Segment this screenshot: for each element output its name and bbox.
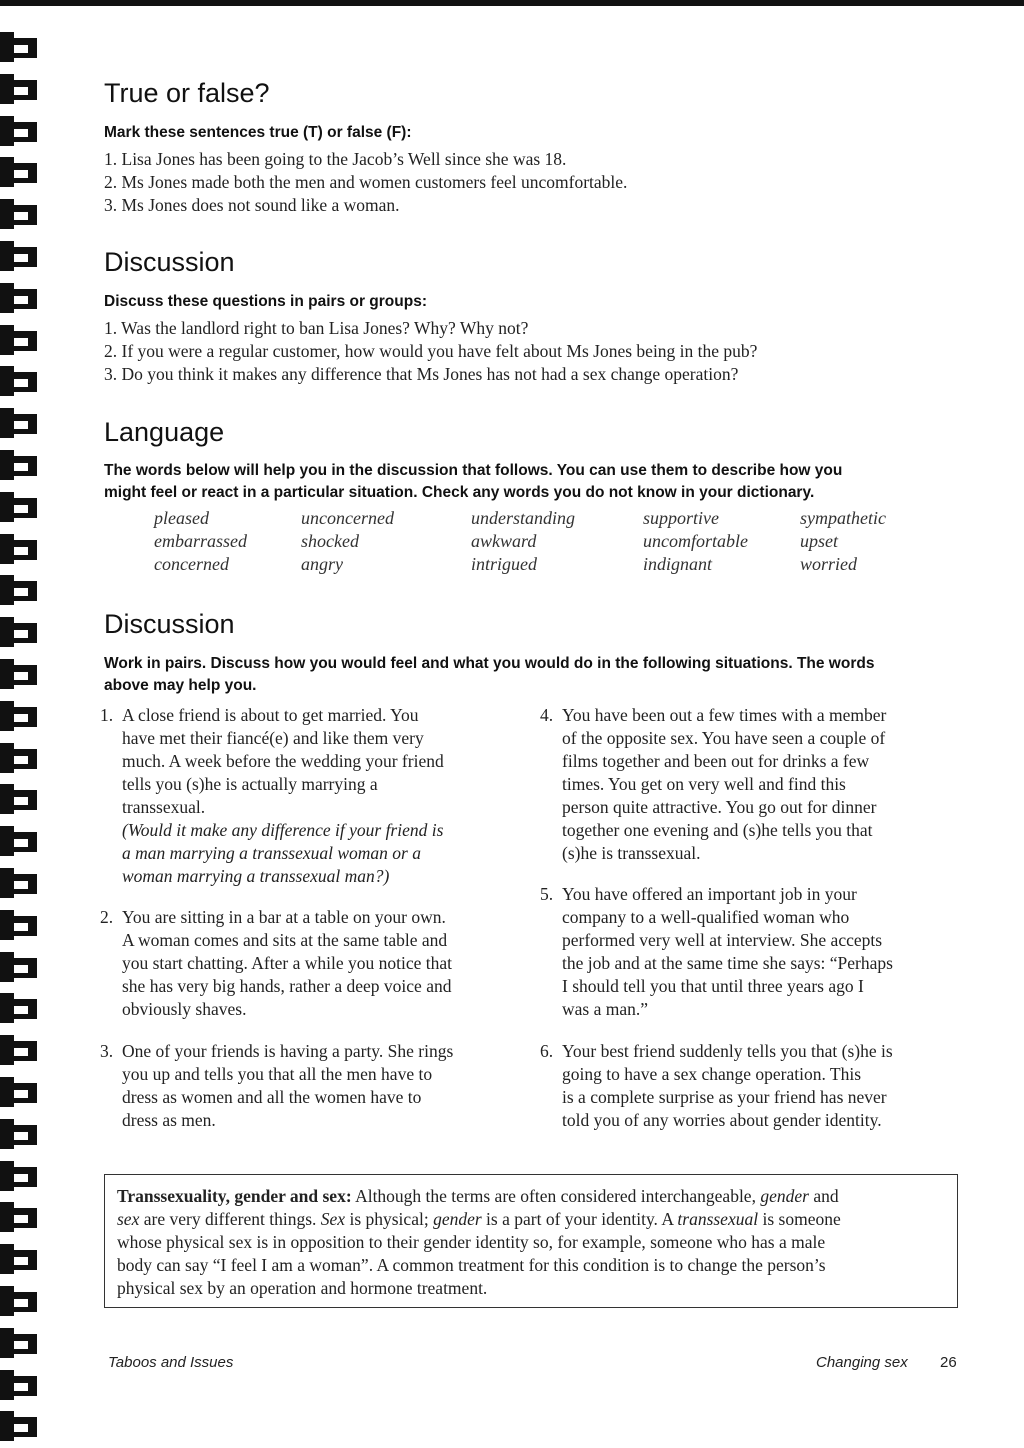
text-line: You have offered an important job in your: [562, 884, 857, 904]
text-line: obviously shaves.: [122, 999, 247, 1019]
true-false-list: [104, 148, 627, 217]
info-box-line: body can say “I feel I am a woman”. A common treatment for this condition is to change the person’s: [117, 1255, 826, 1275]
text-line: films together and been out for drinks a few: [562, 751, 870, 771]
binding-ring: [0, 701, 38, 731]
info-box-line: physical sex by an operation and hormone treatment.: [117, 1278, 488, 1298]
binding-ring: [0, 1244, 38, 1274]
info-box-title: Transsexuality, gender and sex:: [117, 1186, 352, 1206]
binding-ring: [0, 366, 38, 396]
list-item: 2. Ms Jones made both the men and women customers feel uncomfortable.: [104, 172, 628, 192]
situation-5: [540, 883, 960, 1021]
situation-text: [562, 704, 960, 865]
situation-text: [562, 883, 960, 1021]
situation-number: 2.: [100, 907, 114, 927]
true-false-instruction: Mark these sentences true (T) or false (F):: [104, 124, 412, 141]
text-span: and: [808, 1186, 839, 1206]
language-instruction-line-2: might feel or react in a particular situation. Check any words you do not know in your dictionary.: [104, 484, 815, 501]
binding-ring: [0, 1202, 38, 1232]
info-box-line: whose physical sex is in opposition to their gender identity so, for example, someone who has a male: [117, 1232, 826, 1252]
note-line: (Would it make any difference if your friend is: [122, 820, 444, 840]
situation-number: 5.: [540, 884, 554, 904]
binding-ring: [0, 1077, 38, 1107]
binding-ring: [0, 910, 38, 940]
vocabulary-word: awkward: [471, 531, 537, 551]
situation-number: 3.: [100, 1041, 114, 1061]
situation-number: 6.: [540, 1041, 554, 1061]
text-span: is a part of your identity. A: [481, 1209, 678, 1229]
binding-ring: [0, 1119, 38, 1149]
text-line: person quite attractive. You go out for dinner: [562, 797, 877, 817]
binding-ring: [0, 659, 38, 689]
vocabulary-word: understanding: [471, 508, 576, 528]
text-span: Although the terms are often considered interchangeable,: [351, 1186, 761, 1206]
situation-1: [100, 704, 520, 888]
discussion-questions: [104, 317, 757, 386]
vocabulary-word: supportive: [643, 508, 719, 528]
binding-ring: [0, 743, 38, 773]
situation-text: [122, 906, 520, 1021]
note-line: a man marrying a transsexual woman or a: [122, 843, 421, 863]
discussion-situations-heading: Discussion: [104, 609, 235, 639]
text-line: transsexual.: [122, 797, 206, 817]
language-instruction-line-1: The words below will help you in the discussion that follows. You can use them to describe how you: [104, 462, 843, 479]
list-item: 3. Do you think it makes any difference that Ms Jones has not had a sex change operation?: [104, 364, 739, 384]
binding-ring: [0, 1328, 38, 1358]
text-line: A close friend is about to get married. You: [122, 705, 419, 725]
text-line: she has very big hands, rather a deep voice and: [122, 976, 452, 996]
binding-ring: [0, 534, 38, 564]
vocabulary-word: upset: [800, 531, 838, 551]
list-item: 2. If you were a regular customer, how would you have felt about Ms Jones being in the pub?: [104, 341, 758, 361]
text-span: gender: [433, 1209, 482, 1229]
worksheet-page: [100, 0, 960, 1448]
binding-ring: [0, 157, 38, 187]
text-line: much. A week before the wedding your friend: [122, 751, 444, 771]
text-span: are very different things.: [139, 1209, 321, 1229]
binding-ring: [0, 1370, 38, 1400]
vocabulary-row: [154, 553, 934, 576]
text-line: performed very well at interview. She accepts: [562, 930, 883, 950]
text-span: is someone: [758, 1209, 841, 1229]
note-line: woman marrying a transsexual man?): [122, 866, 390, 886]
situation-number: 1.: [100, 705, 114, 725]
text-span: gender: [760, 1186, 809, 1206]
text-line: Your best friend suddenly tells you that (s)he is: [562, 1041, 893, 1061]
binding-ring: [0, 575, 38, 605]
text-line: the job and at the same time she says: “Perhaps: [562, 953, 893, 973]
binding-ring: [0, 116, 38, 146]
situation-text: [562, 1040, 960, 1132]
true-false-heading: True or false?: [104, 78, 270, 108]
situation-3: [100, 1040, 520, 1132]
discussion-instruction: Discuss these questions in pairs or groups:: [104, 293, 427, 310]
binding-ring: [0, 492, 38, 522]
situation-text: [122, 704, 520, 888]
text-line: of the opposite sex. You have seen a couple of: [562, 728, 886, 748]
binding-ring: [0, 826, 38, 856]
vocabulary-word: angry: [301, 554, 343, 574]
binding-ring: [0, 1411, 38, 1441]
binding-ring: [0, 241, 38, 271]
vocabulary-word: pleased: [154, 508, 209, 528]
text-span: sex: [117, 1209, 140, 1229]
text-line: together one evening and (s)he tells you that: [562, 820, 873, 840]
vocabulary-row: [154, 507, 934, 530]
vocabulary-word: unconcerned: [301, 508, 394, 528]
vocabulary-grid: [154, 507, 934, 576]
situations-instruction-line-1: Work in pairs. Discuss how you would feel and what you would do in the following situations. The words: [104, 655, 875, 672]
binding-ring: [0, 199, 38, 229]
list-item: 1. Lisa Jones has been going to the Jacob’s Well since she was 18.: [104, 149, 567, 169]
situation-number: 4.: [540, 705, 554, 725]
vocabulary-word: concerned: [154, 554, 229, 574]
text-line: You have been out a few times with a member: [562, 705, 887, 725]
binding-ring: [0, 1286, 38, 1316]
text-line: tells you (s)he is actually marrying a: [122, 774, 378, 794]
info-box-line: [117, 1208, 945, 1231]
binding-ring: [0, 617, 38, 647]
text-span: transsexual: [677, 1209, 759, 1229]
vocabulary-word: shocked: [301, 531, 359, 551]
binding-ring: [0, 450, 38, 480]
list-item: 3. Ms Jones does not sound like a woman.: [104, 195, 400, 215]
vocabulary-word: indignant: [643, 554, 713, 574]
text-line: you start chatting. After a while you notice that: [122, 953, 452, 973]
situations-instruction-line-2: above may help you.: [104, 677, 257, 694]
binding-ring: [0, 32, 38, 62]
info-box: [104, 1174, 958, 1308]
text-line: you up and tells you that all the men have to: [122, 1064, 433, 1084]
binding-ring: [0, 74, 38, 104]
binding-ring: [0, 1161, 38, 1191]
binding-ring: [0, 993, 38, 1023]
text-line: You are sitting in a bar at a table on your own.: [122, 907, 446, 927]
situation-2: [100, 906, 520, 1021]
situation-4: [540, 704, 960, 865]
text-line: was a man.”: [562, 999, 649, 1019]
text-line: One of your friends is having a party. She rings: [122, 1041, 454, 1061]
text-line: times. You get on very well and find this: [562, 774, 846, 794]
binding-ring: [0, 784, 38, 814]
vocabulary-row: [154, 530, 934, 553]
situation-6: [540, 1040, 960, 1132]
binding-ring: [0, 283, 38, 313]
text-line: told you of any worries about gender identity.: [562, 1110, 882, 1130]
language-heading: Language: [104, 417, 225, 447]
page-number: 26: [940, 1354, 957, 1371]
text-line: A woman comes and sits at the same table and: [122, 930, 448, 950]
binding-ring: [0, 952, 38, 982]
list-item: 1. Was the landlord right to ban Lisa Jones? Why? Why not?: [104, 318, 529, 338]
spiral-binding: [0, 0, 40, 1448]
situation-text: [122, 1040, 520, 1132]
binding-ring: [0, 1035, 38, 1065]
binding-ring: [0, 325, 38, 355]
text-line: dress as men.: [122, 1110, 216, 1130]
vocabulary-word: sympathetic: [800, 508, 886, 528]
vocabulary-word: uncomfortable: [643, 531, 748, 551]
discussion-heading: Discussion: [104, 247, 235, 277]
text-line: is a complete surprise as your friend has never: [562, 1087, 887, 1107]
text-line: I should tell you that until three years ago I: [562, 976, 864, 996]
info-box-line: [117, 1185, 945, 1208]
vocabulary-word: worried: [800, 554, 858, 574]
binding-ring: [0, 408, 38, 438]
text-line: have met their fiancé(e) and like them very: [122, 728, 424, 748]
vocabulary-word: intrigued: [471, 554, 537, 574]
binding-ring: [0, 868, 38, 898]
text-line: dress as women and all the women have to: [122, 1087, 422, 1107]
text-line: (s)he is transsexual.: [562, 843, 701, 863]
text-span: Sex: [320, 1209, 346, 1229]
footer-section-title: Changing sex: [816, 1354, 908, 1371]
text-span: is physical;: [345, 1209, 434, 1229]
text-line: company to a well-qualified woman who: [562, 907, 850, 927]
footer-book-title: Taboos and Issues: [108, 1354, 234, 1371]
vocabulary-word: embarrassed: [154, 531, 247, 551]
text-line: going to have a sex change operation. This: [562, 1064, 862, 1084]
